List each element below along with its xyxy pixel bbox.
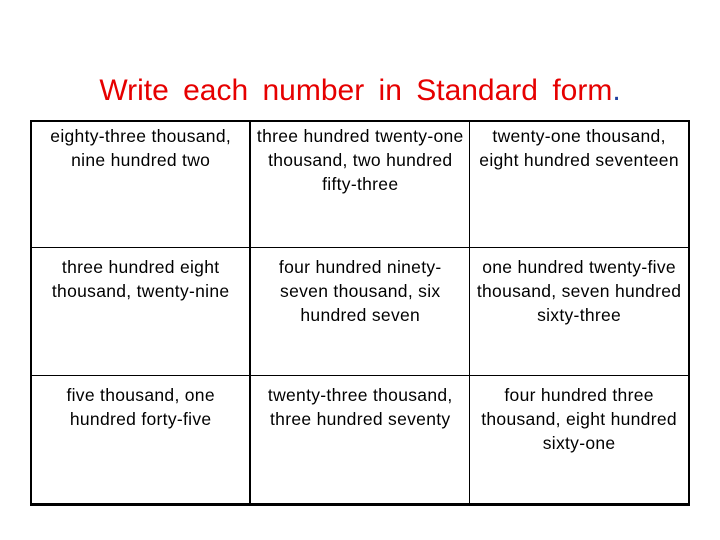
title-text: Write each number in Standard form	[99, 74, 613, 107]
table-row	[31, 121, 689, 247]
number-words: four hundred three thousand, eight hundred sixty-one	[481, 384, 677, 453]
table-cell	[250, 247, 469, 375]
number-words: three hundred eight thousand, twenty-nine	[51, 256, 230, 301]
table-cell	[470, 247, 689, 375]
table-cell	[470, 375, 689, 504]
number-words: three hundred twenty-one thousand, two hundred fifty-three	[256, 126, 464, 194]
number-words: four hundred ninety-seven thousand, six hundred seven	[278, 256, 442, 325]
number-words-table	[30, 120, 690, 506]
table-row	[31, 247, 689, 375]
title-period: .	[612, 74, 621, 107]
number-words: eighty-three thousand, nine hundred two	[50, 126, 232, 170]
number-words: five thousand, one hundred forty-five	[66, 384, 215, 429]
number-words: twenty-three thousand, three hundred seventy	[267, 384, 453, 429]
table-cell	[250, 375, 469, 504]
table-cell	[31, 247, 250, 375]
table-cell	[470, 121, 689, 247]
page-title	[0, 72, 720, 110]
table-cell	[250, 121, 469, 247]
table-cell	[31, 121, 250, 247]
table-row	[31, 375, 689, 504]
number-words: twenty-one thousand, eight hundred seventeen	[479, 126, 679, 170]
table-cell	[31, 375, 250, 504]
number-words: one hundred twenty-five thousand, seven hundred sixty-three	[476, 256, 682, 325]
